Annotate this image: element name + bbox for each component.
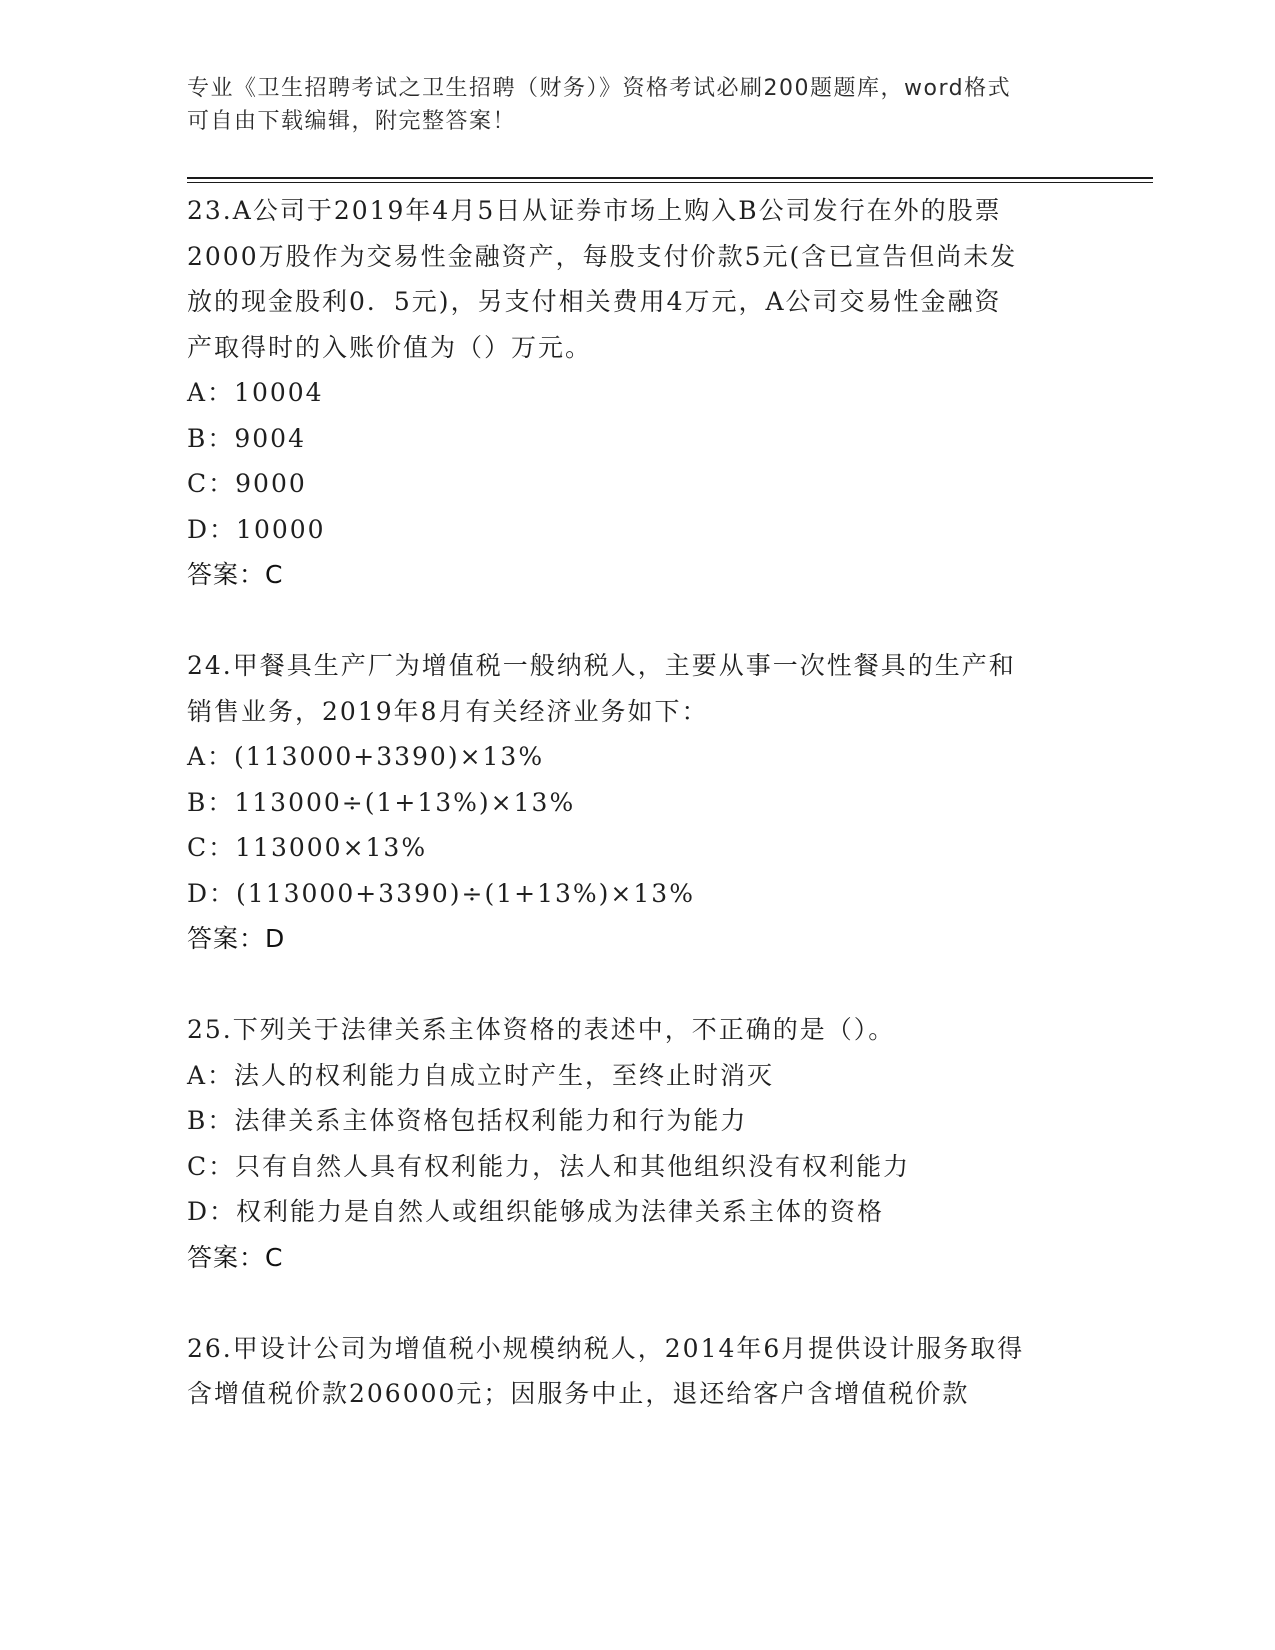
option-c: C：9000 bbox=[187, 469, 307, 498]
question-stem-line: 25.下列关于法律关系主体资格的表述中，不正确的是（）。 bbox=[187, 1015, 896, 1044]
question-25 bbox=[187, 1007, 1087, 1280]
header-line-2: 可自由下载编辑，附完整答案！ bbox=[187, 109, 517, 134]
option-a: A：法人的权利能力自成立时产生，至终止时消灭 bbox=[187, 1060, 775, 1090]
option-d: D：10000 bbox=[187, 514, 326, 544]
question-24 bbox=[187, 643, 1087, 962]
option-a: A：10004 bbox=[187, 378, 324, 407]
option-c: C：113000×13% bbox=[187, 833, 428, 862]
question-spacer bbox=[187, 962, 1087, 1008]
question-23 bbox=[187, 188, 1087, 598]
question-stem-line: 24.甲餐具生产厂为增值税一般纳税人，主要从事一次性餐具的生产和 bbox=[187, 651, 1016, 680]
option-c: C：只有自然人具有权利能力，法人和其他组织没有权利能力 bbox=[187, 1151, 911, 1181]
option-d: D：(113000+3390)÷(1+13%)×13% bbox=[187, 878, 695, 908]
answer-label: 答案：C bbox=[187, 1242, 284, 1272]
option-b: B：9004 bbox=[187, 423, 306, 453]
question-spacer bbox=[187, 1280, 1087, 1326]
header-divider-thick bbox=[187, 177, 1153, 179]
question-stem-line: 23.A公司于2019年4月5日从证券市场上购入B公司发行在外的股票 bbox=[187, 196, 1002, 225]
answer-label: 答案：C bbox=[187, 560, 284, 589]
question-stem-line: 含增值税价款206000元；因服务中止，退还给客户含增值税价款 bbox=[187, 1379, 970, 1408]
option-b: B：法律关系主体资格包括权利能力和行为能力 bbox=[187, 1106, 748, 1135]
question-stem-line: 2000万股作为交易性金融资产，每股支付价款5元(含已宣告但尚未发 bbox=[187, 241, 1018, 271]
question-stem-line: 26.甲设计公司为增值税小规模纳税人，2014年6月提供设计服务取得 bbox=[187, 1333, 1025, 1363]
question-stem-line: 放的现金股利0．5元)，另支付相关费用4万元，A公司交易性金融资 bbox=[187, 287, 1002, 316]
document-header bbox=[187, 72, 1087, 138]
question-stem-line: 销售业务，2019年8月有关经济业务如下： bbox=[187, 696, 709, 726]
answer-label: 答案：D bbox=[187, 924, 286, 953]
question-stem-line: 产取得时的入账价值为（）万元。 bbox=[187, 332, 593, 362]
question-26 bbox=[187, 1326, 1087, 1417]
header-line-1: 专业《卫生招聘考试之卫生招聘（财务）》资格考试必刷200题题库，word格式 bbox=[187, 76, 1012, 101]
question-list bbox=[187, 188, 1087, 1417]
option-a: A：(113000+3390)×13% bbox=[187, 742, 545, 771]
option-b: B：113000÷(1+13%)×13% bbox=[187, 787, 576, 817]
option-d: D：权利能力是自然人或组织能够成为法律关系主体的资格 bbox=[187, 1197, 885, 1226]
header-divider-thin bbox=[187, 182, 1153, 183]
question-spacer bbox=[187, 598, 1087, 644]
